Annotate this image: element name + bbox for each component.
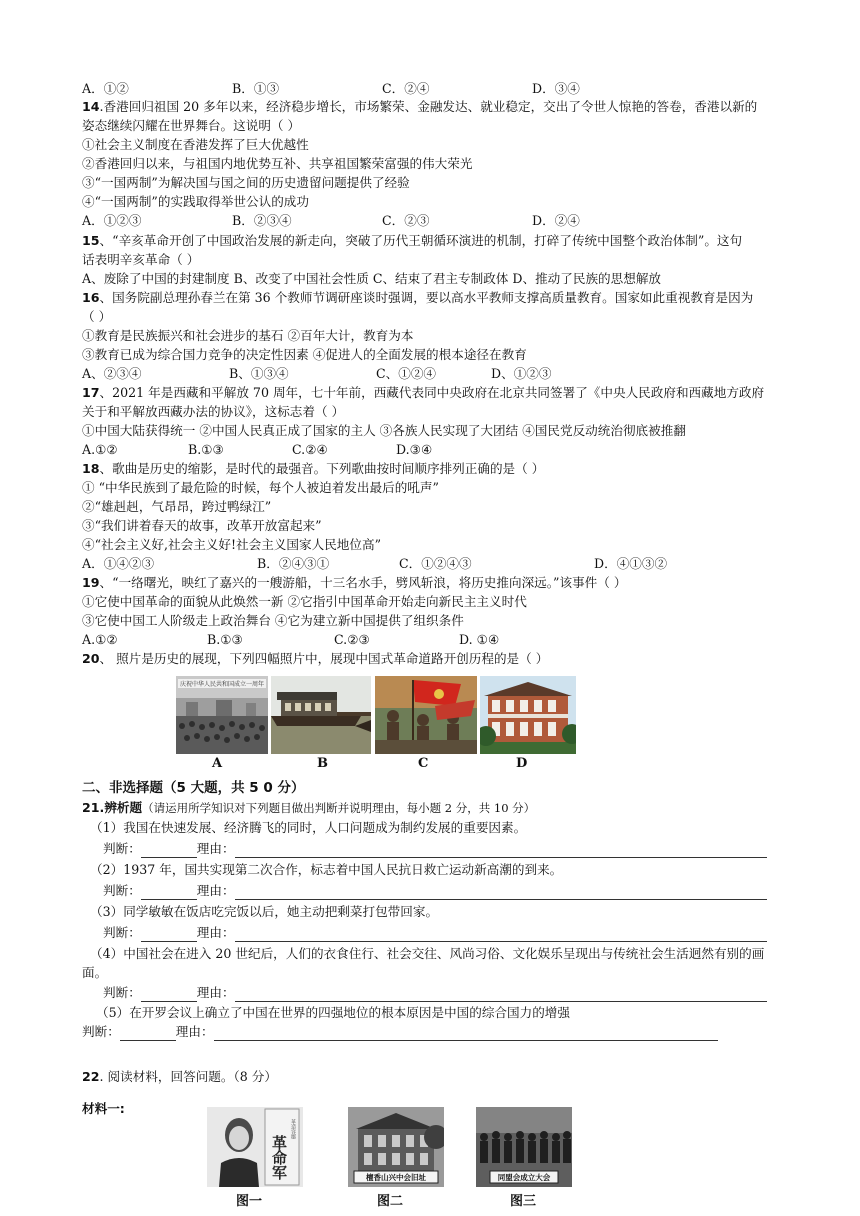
fig1-book-title: 革命军 xyxy=(270,1135,288,1180)
q17-option-d: D.③④ xyxy=(396,442,433,457)
q19-items-row2: ③它使中国工人阶级走上政治舞台 ④它为建立新中国提供了组织条件 xyxy=(82,613,464,628)
q16-option-a: A、②③④ xyxy=(82,366,142,381)
q18-stem-text: 、歌曲是历史的缩影，是时代的最强音。下列歌曲按时间顺序排列正确的是（ ） xyxy=(99,461,545,476)
fig1-side-text: 革造容鄒 xyxy=(290,1119,296,1139)
q20-number: 20 xyxy=(82,651,100,666)
q17-option-c: C.②④ xyxy=(292,442,328,457)
judge-blank[interactable] xyxy=(141,886,197,900)
q18-number: 18 xyxy=(82,461,100,476)
reason-blank[interactable] xyxy=(235,988,767,1002)
q14-options xyxy=(82,212,580,230)
q16-items-row2: ③教育已成为综合国力竞争的决定性因素 ④促进人的全面发展的根本途径在教育 xyxy=(82,347,527,362)
q17-stem-text: 、2021 年是西藏和平解放 70 周年，七十年前，西藏代表同中央政府在北京共同签署了《中央人民政府和西藏地方政府 xyxy=(99,385,765,400)
q22-number: 22 xyxy=(82,1069,100,1084)
q18-option-b: B．②④③① xyxy=(257,556,330,571)
q16-number: 16 xyxy=(82,290,100,305)
q22-stem xyxy=(82,1068,277,1086)
q19-option-c: C.②③ xyxy=(334,632,370,647)
q22-stem-text: . 阅读材料，回答问题。（8 分） xyxy=(99,1069,277,1084)
q16-stem-line2: （ ） xyxy=(82,309,112,324)
q15-stem-text: 、“辛亥革命开创了中国政治发展的新走向，突破了历代王朝循环演进的机制，打碎了传统中国整个政治体制”。这句 xyxy=(99,233,743,248)
q16-options xyxy=(82,365,551,383)
q18-item-4: ④“社会主义好,社会主义好!社会主义国家人民地位高” xyxy=(82,537,382,552)
q17-stem-line2: 关于和平解放西藏办法的协议》，这标志着（ ） xyxy=(82,404,345,419)
judge-blank[interactable] xyxy=(141,928,197,942)
q17-option-b: B.①③ xyxy=(188,442,224,457)
q14-item-3: ③“一国两制”为解决国与国之间的历史遗留问题提供了经验 xyxy=(82,175,410,190)
q20-photo-d xyxy=(480,676,576,754)
photo-a-banner-text: 庆祝中华人民共和国成立一周年 xyxy=(179,681,265,688)
q18-option-d: D．④①③② xyxy=(594,556,668,571)
judge-label: 判断： xyxy=(103,985,141,1000)
q22-figure-2-caption: 图二 xyxy=(377,1194,404,1209)
q21-item-3-stem: （3）同学敏敏在饭店吃完饭以后，她主动把剩菜打包带回家。 xyxy=(90,904,439,919)
section2-title: 二、非选择题（5 大题，共 5 0 分） xyxy=(82,780,305,796)
q21-item-1-answer xyxy=(103,840,767,858)
q13-option-d: D．③④ xyxy=(532,81,580,96)
q14-item-4: ④“一国两制”的实践取得举世公认的成功 xyxy=(82,194,309,209)
reason-blank[interactable] xyxy=(235,844,767,858)
q16-stem-text: 、国务院副总理孙春兰在第 36 个教师节调研座谈时强调，要以高水平教师支撑高质量教育。国家如此重视教育是因为 xyxy=(99,290,754,305)
q20-photo-a xyxy=(176,676,268,754)
reason-label: 理由： xyxy=(196,841,235,856)
q18-options xyxy=(82,555,667,573)
q18-stem-line1 xyxy=(82,460,544,478)
q21-item-5-answer xyxy=(82,1023,718,1041)
q19-option-b: B.①③ xyxy=(207,632,243,647)
q19-stem-text: 、“一络曙光，映红了嘉兴的一艘游船，十三名水手，劈风斩浪，将历史推向深远。”该事件（ ） xyxy=(99,575,627,590)
q17-options xyxy=(82,441,432,459)
q18-option-a: A．①④②③ xyxy=(82,556,155,571)
q21-heading xyxy=(82,799,535,817)
q22-figure-2 xyxy=(348,1107,444,1187)
q14-option-a: A．①②③ xyxy=(82,213,142,228)
judge-label: 判断： xyxy=(82,1024,120,1039)
q14-stem-line1 xyxy=(82,98,757,116)
judge-blank[interactable] xyxy=(141,844,197,858)
reason-label: 理由： xyxy=(196,883,235,898)
q17-items-row1: ①中国大陆获得统一 ②中国人民真正成了国家的主人 ③各族人民实现了大团结 ④国民党反动统治彻底被推翻 xyxy=(82,423,686,438)
q22-material-label: 材料一: xyxy=(82,1101,125,1116)
q14-option-c: C．②③ xyxy=(382,213,430,228)
q18-item-1: ① “中华民族到了最危险的时候，每个人被迫着发出最后的吼声” xyxy=(82,480,439,495)
q16-option-b: B、①③④ xyxy=(229,366,289,381)
q14-item-1: ①社会主义制度在香港发挥了巨大优越性 xyxy=(82,137,309,152)
fig2-banner-text: 檀香山兴中会旧址 xyxy=(366,1173,426,1182)
q14-stem-text: .香港回归祖国 20 多年以来，经济稳步增长，市场繁荣、金融发达、就业稳定，交出了令世人惊艳的答卷，香港以新的 xyxy=(99,99,758,114)
q13-option-c: C．②④ xyxy=(382,81,430,96)
reason-label: 理由： xyxy=(196,925,235,940)
q21-item-2-stem: （2）1937 年，国共实现第二次合作，标志着中国人民抗日救亡运动新高潮的到来。 xyxy=(90,862,563,877)
q15-options: A、废除了中国的封建制度 B、改变了中国社会性质 C、结束了君主专制政体 D、推动了民族的思想解放 xyxy=(82,271,662,286)
q13-options xyxy=(82,80,580,98)
q14-stem-line2: 姿态继续闪耀在世界舞台。这说明（ ） xyxy=(82,118,301,133)
q20-stem xyxy=(82,650,548,668)
q14-item-2: ②香港回归以来，与祖国内地优势互补、共享祖国繁荣富强的伟大荣光 xyxy=(82,156,473,171)
judge-blank[interactable] xyxy=(141,988,197,1002)
q16-option-d: D、①②③ xyxy=(491,366,552,381)
reason-label: 理由： xyxy=(175,1024,214,1039)
q20-photo-b xyxy=(271,676,371,754)
q21-item-4-cont: 面。 xyxy=(82,965,108,980)
q21-number: 21. xyxy=(82,800,105,815)
q17-number: 17 xyxy=(82,385,100,400)
q21-item-4-stem: （4）中国社会在进入 20 世纪后，人们的衣食住行、社会交往、风尚习俗、文化娱乐呈现出与传统社会生活迥然有别的画 xyxy=(90,946,765,961)
q21-item-3-answer xyxy=(103,924,767,942)
judge-label: 判断： xyxy=(103,925,141,940)
q16-items-row1: ①教育是民族振兴和社会进步的基石 ②百年大计，教育为本 xyxy=(82,328,414,343)
q20-stem-text: 、 照片是历史的展现，下列四幅照片中，展现中国式革命道路开创历程的是（ ） xyxy=(99,651,549,666)
q21-item-1-stem: （1）我国在快速发展、经济腾飞的同时，人口问题成为制约发展的重要因素。 xyxy=(90,820,527,835)
q19-items-row1: ①它使中国革命的面貌从此焕然一新 ②它指引中国革命开始走向新民主主义时代 xyxy=(82,594,527,609)
q19-number: 19 xyxy=(82,575,100,590)
q19-option-a: A.①② xyxy=(82,632,118,647)
q15-stem-line2: 话表明辛亥革命（ ） xyxy=(82,252,200,267)
q22-figure-1 xyxy=(207,1107,303,1187)
q20-photo-c-label: C xyxy=(418,756,429,771)
q20-photo-d-label: D xyxy=(516,756,528,771)
reason-blank[interactable] xyxy=(235,928,767,942)
q14-option-b: B．②③④ xyxy=(232,213,292,228)
reason-label: 理由： xyxy=(196,985,235,1000)
q21-note: （请运用所学知识对下列题目做出判断并说明理由，每小题 2 分，共 10 分） xyxy=(142,801,536,815)
q21-item-2-answer xyxy=(103,882,767,900)
q19-option-d: D. ①④ xyxy=(459,632,500,647)
q19-stem-line1 xyxy=(82,574,626,592)
q14-option-d: D．②④ xyxy=(532,213,580,228)
q19-options xyxy=(82,631,499,649)
q18-option-c: C．①②④③ xyxy=(399,556,472,571)
q20-photo-a-label: A xyxy=(212,756,223,771)
q20-photo-c xyxy=(375,676,477,754)
q16-option-c: C、①②④ xyxy=(376,366,437,381)
judge-label: 判断： xyxy=(103,883,141,898)
judge-blank[interactable] xyxy=(120,1027,176,1041)
fig3-banner-text: 同盟会成立大会 xyxy=(497,1173,551,1182)
q22-figure-3 xyxy=(476,1107,572,1187)
q20-photo-b-label: B xyxy=(317,756,328,771)
q17-option-a: A.①② xyxy=(82,442,118,457)
q22-figure-3-caption: 图三 xyxy=(510,1194,537,1209)
q16-stem-line1 xyxy=(82,289,753,307)
q13-option-b: B．①③ xyxy=(232,81,280,96)
q17-stem-line1 xyxy=(82,384,764,402)
q21-item-4-answer xyxy=(103,984,767,1002)
q15-number: 15 xyxy=(82,233,100,248)
q21-item-5-stem: （5）在开罗会议上确立了中国在世界的四强地位的根本原因是中国的综合国力的增强 xyxy=(96,1005,570,1020)
reason-blank[interactable] xyxy=(235,886,767,900)
q18-item-3: ③“我们讲着春天的故事，改革开放富起来” xyxy=(82,518,322,533)
q13-option-a: A．①② xyxy=(82,81,129,96)
q14-number: 14 xyxy=(82,99,100,114)
q18-item-2: ②“雄赳赳，气昂昂，跨过鸭绿江” xyxy=(82,499,272,514)
q22-figure-1-caption: 图一 xyxy=(236,1194,263,1209)
q21-type: 辨析题 xyxy=(104,800,143,815)
reason-blank[interactable] xyxy=(214,1027,718,1041)
q15-stem-line1 xyxy=(82,232,742,250)
judge-label: 判断： xyxy=(103,841,141,856)
